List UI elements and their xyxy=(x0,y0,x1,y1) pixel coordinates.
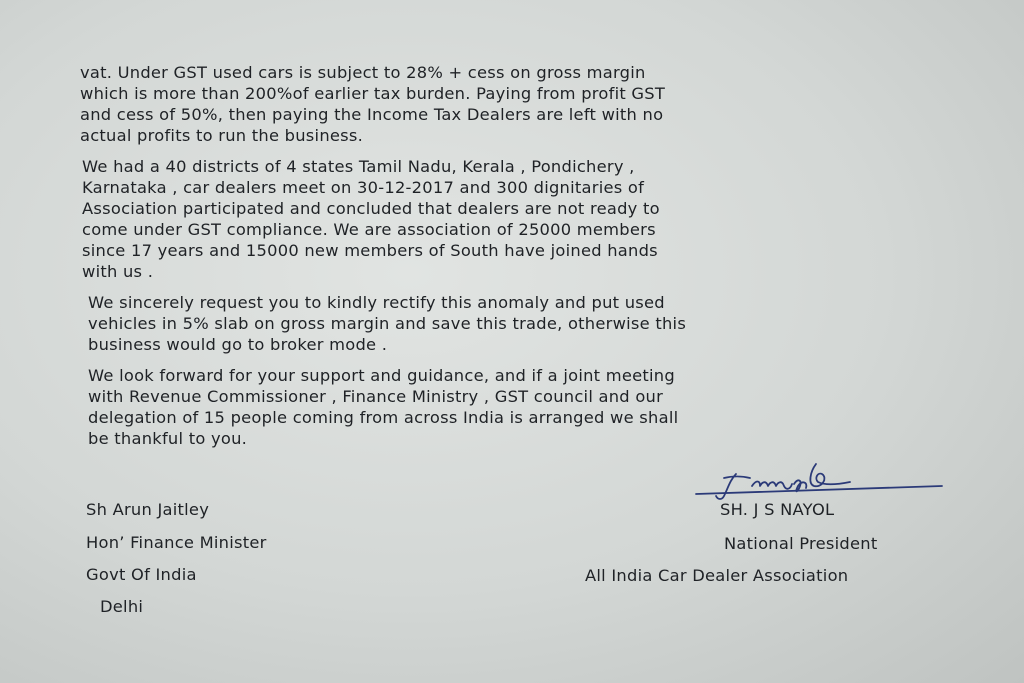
sender-name: SH. J S NAYOL xyxy=(720,500,835,519)
addressee-org: Govt Of India xyxy=(86,565,197,584)
paragraph-closing: We look forward for your support and guidance, and if a joint meeting with Revenue Commissioner , Finance Ministry , GST council and our delegation of 15 people coming from across India is arranged we shall be thankful to you. xyxy=(88,366,679,448)
paragraph-gst-burden: vat. Under GST used cars is subject to 28% + cess on gross margin which is more than 200%of earlier tax burden. Paying from profit GST and cess of 50%, then paying the Income Tax Dealers are left with no actual profits to run the business. xyxy=(80,63,666,145)
addressee-name: Sh Arun Jaitley xyxy=(86,500,210,519)
sender-org: All India Car Dealer Association xyxy=(585,566,849,585)
paragraph-dealers-meet: We had a 40 districts of 4 states Tamil Nadu, Kerala , Pondichery , Karnataka , car dealers meet on 30-12-2017 and 300 dignitaries of Association participated and concluded that dealers are not ready to come under GST compliance. We are association of 25000 members since 17 years and 15000 new members of South have joined hands with us . xyxy=(82,157,660,281)
sender-title: National President xyxy=(724,534,878,553)
addressee-title: Hon’ Finance Minister xyxy=(86,533,267,552)
handwritten-signature xyxy=(690,456,950,504)
addressee-city: Delhi xyxy=(100,597,144,616)
letter-body xyxy=(80,62,960,459)
paragraph-request: We sincerely request you to kindly rectify this anomaly and put used vehicles in 5% slab on gross margin and save this trade, otherwise this business would go to broker mode . xyxy=(88,293,687,354)
